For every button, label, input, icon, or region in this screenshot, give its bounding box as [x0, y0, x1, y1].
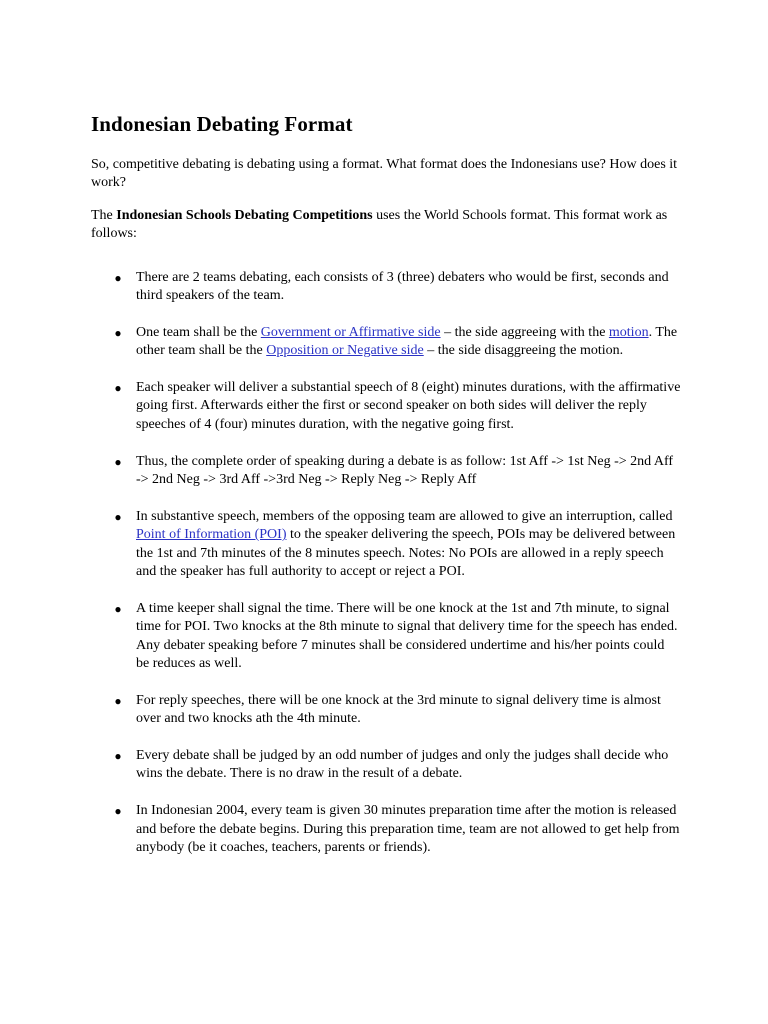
list-item [91, 692, 681, 729]
bullet-icon: ● [114, 601, 122, 616]
list-item-text: Thus, the complete order of speaking during a debate is as follow: 1st Aff -> 1st Neg -> 2nd Aff -> 2nd Neg -> 3rd Aff ->3rd Neg -> Reply Neg -> Reply Aff [136, 453, 674, 488]
list-item-text: – the side aggreeing with the [440, 324, 609, 340]
list-item [91, 324, 681, 361]
list-item-text: . The other team shall be the [136, 324, 678, 359]
bullet-icon: ● [114, 381, 122, 396]
intro-paragraph: So, competitive debating is debating using a format. What format does the Indonesians use? How does it work? [91, 157, 678, 191]
motion-link[interactable]: motion [608, 324, 649, 340]
list-item-text: One team shall be the [136, 324, 261, 340]
list-item-text: – the side disaggreeing the motion. [423, 343, 624, 359]
opposition-negative-link[interactable]: Opposition or Negative side [266, 343, 424, 359]
bullet-icon: ● [114, 749, 122, 764]
document-page [91, 110, 681, 876]
government-affirmative-link[interactable]: Government or Affirmative side [260, 324, 441, 340]
list-item [91, 453, 681, 490]
point-of-information-link[interactable]: Point of Information (POI) [136, 527, 287, 543]
list-item-text: to the speaker delivering the speech, POIs may be delivered between the 1st and 7th minutes of the 8 minutes speech. Notes: No POIs are allowed in a reply speech and the speaker has full authority to accept or reject a POI. [136, 527, 676, 580]
bullet-icon: ● [114, 509, 122, 524]
bullet-icon: ● [114, 804, 122, 819]
list-item [91, 802, 681, 857]
competition-name: Indonesian Schools Debating Competitions [116, 207, 373, 223]
list-item-text: A time keeper shall signal the time. There will be one knock at the 1st and 7th minute, to signal time for POI. Two knocks at the 8th minute to signal that delivery time for the speech has ended. Any debater speaking before 7 minutes shall be considered undertime and his/her points could be reduces as well. [136, 600, 678, 672]
bullet-icon: ● [114, 454, 122, 469]
format-text-post: uses the World Schools format. This format work as follows: [91, 207, 668, 242]
list-item [91, 747, 681, 784]
page-title: Indonesian Debating Format [91, 112, 353, 136]
list-item [91, 269, 681, 306]
rules-list [91, 269, 681, 858]
list-item [91, 600, 681, 674]
list-item-text: Each speaker will deliver a substantial speech of 8 (eight) minutes durations, with the affirmative going first. Afterwards either the first or second speaker on both sides will deliver the reply speeches of 4 (four) minutes duration, with the negative going first. [136, 380, 681, 432]
list-item-text: Every debate shall be judged by an odd number of judges and only the judges shall decide who wins the debate. There is no draw in the result of a debate. [136, 748, 669, 782]
list-item-text: In Indonesian 2004, every team is given 30 minutes preparation time after the motion is released and before the debate begins. During this preparation time, team are not allowed to get help from anybody (be it coaches, teachers, parents or friends). [136, 803, 680, 856]
bullet-icon: ● [114, 325, 122, 340]
bullet-icon: ● [114, 270, 122, 285]
list-item-text: There are 2 teams debating, each consists of 3 (three) debaters who would be first, seconds and third speakers of the team. [136, 269, 669, 304]
format-text-pre: The [91, 207, 117, 223]
bullet-icon: ● [114, 693, 122, 708]
list-item [91, 508, 681, 582]
list-item-text: For reply speeches, there will be one knock at the 3rd minute to signal delivery time is almost over and two knocks ath the 4th minute. [136, 692, 661, 727]
list-item-text: In substantive speech, members of the opposing team are allowed to give an interruption, called [136, 508, 673, 524]
format-paragraph [91, 207, 681, 244]
list-item [91, 379, 681, 434]
